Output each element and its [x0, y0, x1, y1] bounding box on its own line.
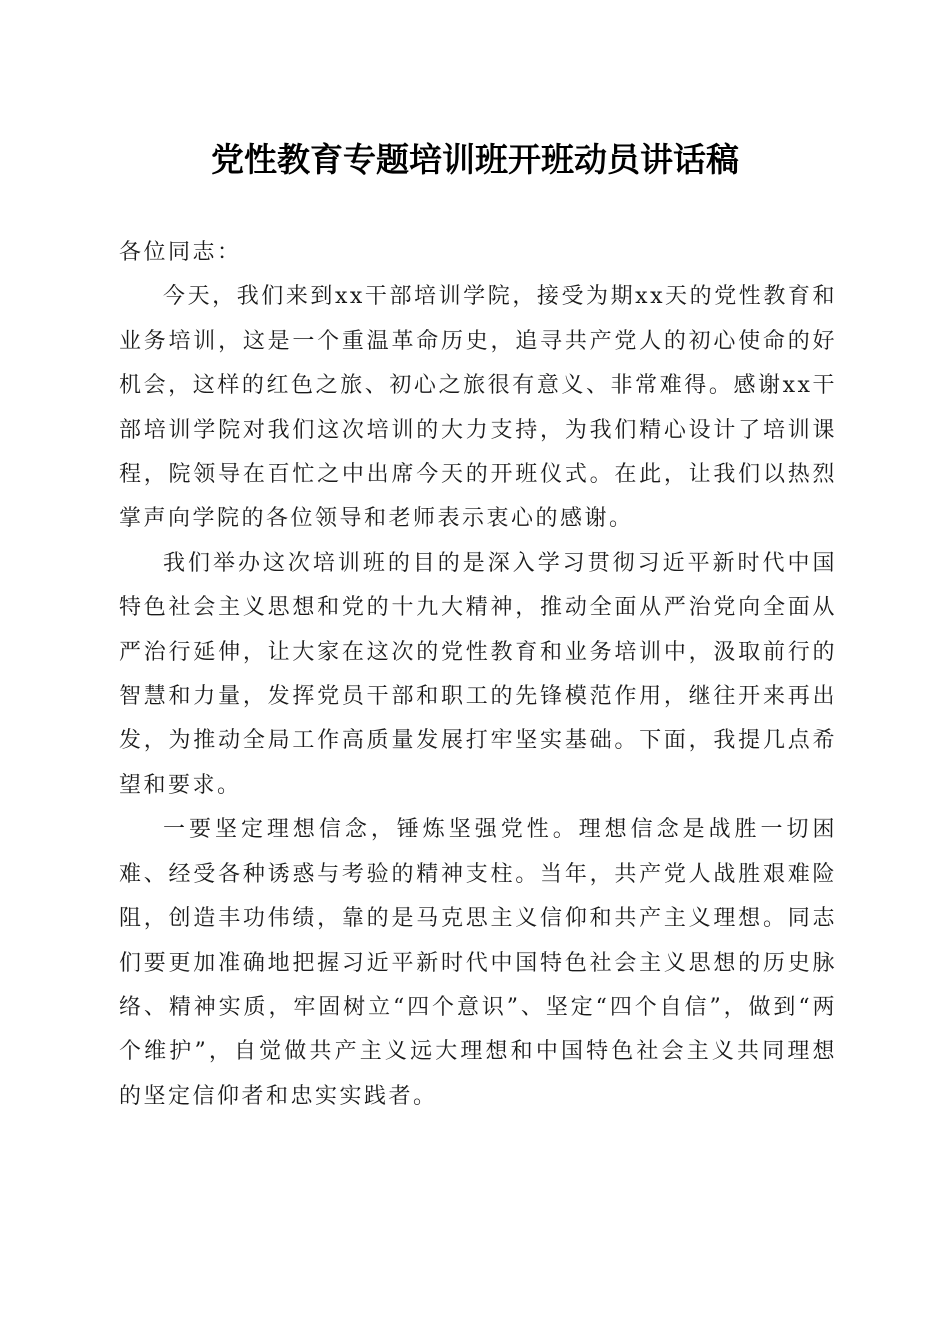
- paragraph-purpose: 我们举办这次培训班的目的是深入学习贯彻习近平新时代中国特色社会主义思想和党的十九大精神，推动全面从严治党向全面从严治行延伸，让大家在这次的党性教育和业务培训中，汲取前行的智慧和力量，发挥党员干部和职工的先锋模范作用，继往开来再出发，为推动全局工作高质量发展打牢坚实基础。下面，我提几点希望和要求。: [119, 550, 837, 798]
- document-title: 党性教育专题培训班开班动员讲话稿: [211, 140, 739, 179]
- paragraph-opening: 今天，我们来到xx干部培训学院，接受为期xx天的党性教育和业务培训，这是一个重温革命历史，追寻共产党人的初心使命的好机会，这样的红色之旅、初心之旅很有意义、非常难得。感谢xx干部培训学院对我们这次培训的大力支持，为我们精心设计了培训课程，院领导在百忙之中出席今天的开班仪式。在此，让我们以热烈掌声向学院的各位领导和老师表示衷心的感谢。: [119, 284, 837, 532]
- document-body: [119, 231, 837, 1119]
- paragraph-requirement-one: 一要坚定理想信念，锤炼坚强党性。理想信念是战胜一切困难、经受各种诱惑与考验的精神支柱。当年，共产党人战胜艰难险阻，创造丰功伟绩，靠的是马克思主义信仰和共产主义理想。同志们要更加准确地把握习近平新时代中国特色社会主义思想的历史脉络、精神实质，牢固树立“四个意识”、坚定“四个自信”，做到“两个维护”，自觉做共产主义远大理想和中国特色社会主义共同理想的坚定信仰者和忠实实践者。: [119, 817, 837, 1109]
- salutation: 各位同志：: [119, 240, 242, 265]
